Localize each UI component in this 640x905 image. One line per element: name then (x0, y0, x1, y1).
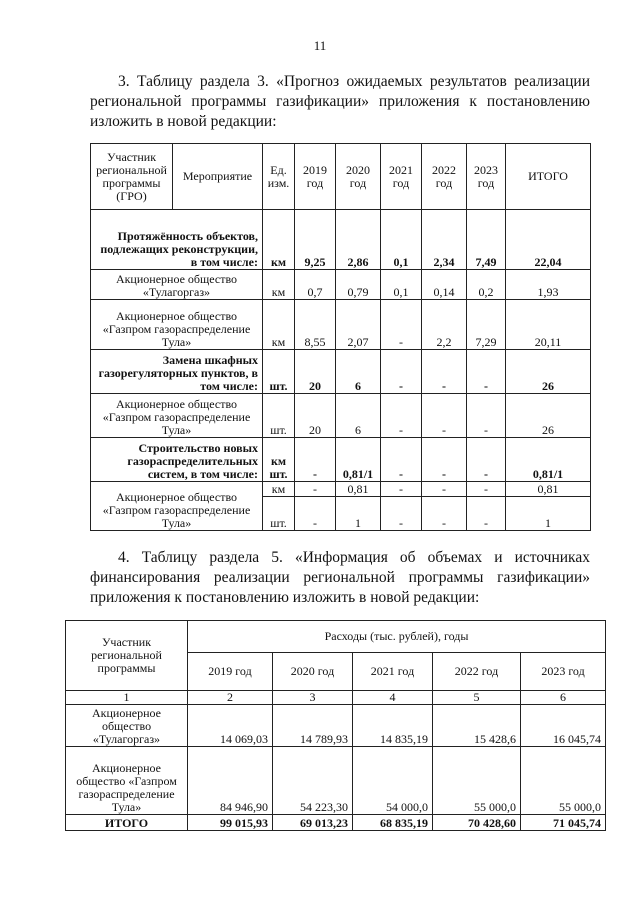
cell-2022: - (422, 438, 467, 482)
cell-2023: - (467, 482, 506, 497)
row-name: Протяжённость объектов, подлежащих реконструкции, в том числе: (91, 210, 263, 270)
cell-2023: - (467, 394, 506, 438)
col-number: 2 (188, 691, 273, 705)
cell-2020: 0,81/1 (336, 438, 381, 482)
cell-value: 14 835,19 (353, 705, 433, 747)
header-2020: 2020 год (336, 144, 381, 210)
financing-table (65, 620, 606, 831)
cell-2021: - (381, 350, 422, 394)
col-number: 1 (66, 691, 188, 705)
cell-2019: - (295, 497, 336, 531)
header-2019: 2019 год (295, 144, 336, 210)
row-name: Акционерное общество «Газпром газораспределение Тула» (91, 300, 263, 350)
cell-2023: 7,49 (467, 210, 506, 270)
cell-2020: 6 (336, 394, 381, 438)
cell-2020: 0,79 (336, 270, 381, 300)
table-row (91, 210, 591, 270)
cell-value: 14 069,03 (188, 705, 273, 747)
cell-total: 26 (506, 394, 591, 438)
table-row (91, 270, 591, 300)
cell-value: 70 428,60 (433, 815, 521, 831)
cell-2022: - (422, 394, 467, 438)
header-year-2022: 2022 год (433, 653, 521, 691)
header-2023: 2023 год (467, 144, 506, 210)
cell-2020: 1 (336, 497, 381, 531)
cell-2022: - (422, 482, 467, 497)
cell-value: 15 428,6 (433, 705, 521, 747)
cell-value: 99 015,93 (188, 815, 273, 831)
cell-2023: - (467, 438, 506, 482)
cell-2019: 9,25 (295, 210, 336, 270)
paragraph-3 (90, 72, 590, 132)
cell-2022: - (422, 350, 467, 394)
cell-total: 0,81/1 (506, 438, 591, 482)
cell-2023: 0,2 (467, 270, 506, 300)
cell-value: 54 000,0 (353, 747, 433, 815)
row-name: Акционерное общество «Тулагоргаз» (91, 270, 263, 300)
header-expenses: Расходы (тыс. рублей), годы (188, 621, 606, 653)
cell-value: 14 789,93 (273, 705, 353, 747)
table-row (91, 300, 591, 350)
cell-2019: 0,7 (295, 270, 336, 300)
cell-value: 84 946,90 (188, 747, 273, 815)
table-row-total (66, 815, 606, 831)
cell-total: 1,93 (506, 270, 591, 300)
row-name: Строительство новых газораспределительных систем, в том числе: (91, 438, 263, 482)
forecast-table (90, 143, 591, 531)
cell-value: 55 000,0 (521, 747, 606, 815)
header-unit: Ед. изм. (263, 144, 295, 210)
table-row (91, 482, 591, 497)
row-name: Акционерное общество «Газпром газораспределение Тула» (66, 747, 188, 815)
cell-unit: км (263, 210, 295, 270)
cell-2023: 7,29 (467, 300, 506, 350)
cell-2020: 2,86 (336, 210, 381, 270)
cell-2022: 2,34 (422, 210, 467, 270)
cell-2021: 0,1 (381, 210, 422, 270)
cell-value: 68 835,19 (353, 815, 433, 831)
cell-2019: 8,55 (295, 300, 336, 350)
cell-2021: - (381, 300, 422, 350)
cell-2020: 6 (336, 350, 381, 394)
cell-value: 54 223,30 (273, 747, 353, 815)
row-name: Замена шкафных газорегуляторных пунктов, в том числе: (91, 350, 263, 394)
cell-unit: км шт. (263, 438, 295, 482)
cell-value: 16 045,74 (521, 705, 606, 747)
col-number: 6 (521, 691, 606, 705)
row-name: Акционерное общество «Газпром газораспределение Тула» (91, 482, 263, 531)
cell-unit: шт. (263, 350, 295, 394)
cell-unit: км (263, 300, 295, 350)
cell-2023: - (467, 497, 506, 531)
cell-value: 69 013,23 (273, 815, 353, 831)
header-event: Мероприятие (173, 144, 263, 210)
row-name: Акционерное общество «Тулагоргаз» (66, 705, 188, 747)
page-number: 11 (313, 38, 327, 53)
cell-2020: 0,81 (336, 482, 381, 497)
cell-2021: 0,1 (381, 270, 422, 300)
col-number: 5 (433, 691, 521, 705)
table-row (66, 747, 606, 815)
paragraph-4 (90, 548, 590, 608)
cell-2021: - (381, 497, 422, 531)
cell-2019: 20 (295, 394, 336, 438)
table-row (91, 438, 591, 482)
paragraph-3-text: 3. Таблицу раздела 3. «Прогноз ожидаемых результатов реализации региональной программы газификации» приложения к постановлению изложить в новой редакции: (90, 73, 590, 130)
table-row (91, 394, 591, 438)
cell-total: 26 (506, 350, 591, 394)
cell-value: 55 000,0 (433, 747, 521, 815)
cell-2022: 0,14 (422, 270, 467, 300)
cell-unit: км (263, 270, 295, 300)
cell-2021: - (381, 394, 422, 438)
cell-2019: - (295, 482, 336, 497)
row-name: Акционерное общество «Газпром газораспределение Тула» (91, 394, 263, 438)
cell-2023: - (467, 350, 506, 394)
header-year-2019: 2019 год (188, 653, 273, 691)
cell-total: 22,04 (506, 210, 591, 270)
table-row (66, 705, 606, 747)
header-total: ИТОГО (506, 144, 591, 210)
cell-unit: шт. (263, 394, 295, 438)
col-number: 4 (353, 691, 433, 705)
header-2022: 2022 год (422, 144, 467, 210)
cell-2021: - (381, 482, 422, 497)
cell-2022: - (422, 497, 467, 531)
header-year-2021: 2021 год (353, 653, 433, 691)
header-participant: Участник региональной программы (66, 621, 188, 691)
header-2021: 2021 год (381, 144, 422, 210)
header-participant: Участник региональной программы (ГРО) (91, 144, 173, 210)
cell-2021: - (381, 438, 422, 482)
cell-2022: 2,2 (422, 300, 467, 350)
cell-unit: км (263, 482, 295, 497)
cell-total: 1 (506, 497, 591, 531)
header-year-2023: 2023 год (521, 653, 606, 691)
paragraph-4-text: 4. Таблицу раздела 5. «Информация об объемах и источниках финансирования реализации региональной программы газификации» приложения к постановлению изложить в новой редакции: (90, 549, 590, 606)
col-number: 3 (273, 691, 353, 705)
table-row (91, 350, 591, 394)
row-name: ИТОГО (66, 815, 188, 831)
cell-total: 20,11 (506, 300, 591, 350)
cell-value: 71 045,74 (521, 815, 606, 831)
cell-2019: 20 (295, 350, 336, 394)
cell-2019: - (295, 438, 336, 482)
cell-2020: 2,07 (336, 300, 381, 350)
cell-unit: шт. (263, 497, 295, 531)
header-year-2020: 2020 год (273, 653, 353, 691)
cell-total: 0,81 (506, 482, 591, 497)
